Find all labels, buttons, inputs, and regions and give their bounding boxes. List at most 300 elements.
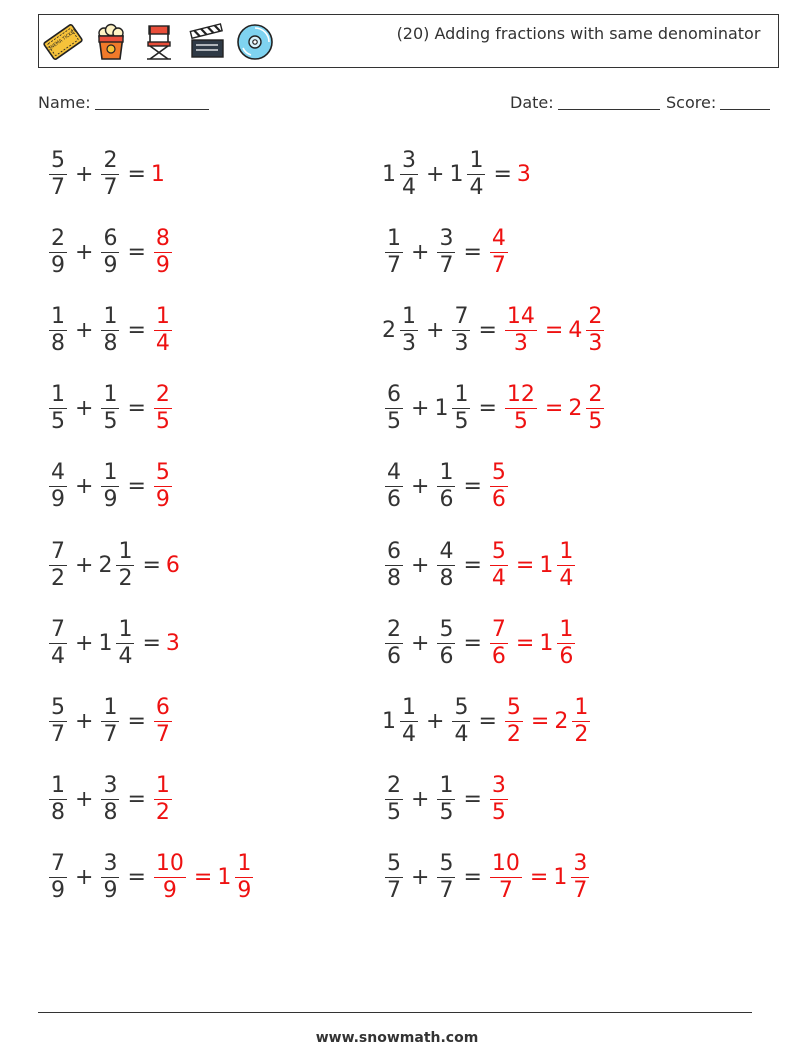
problem-4 [46,379,175,439]
problem-1 [46,144,166,204]
answer-numerator: 3 [491,773,506,799]
addend-b-numerator: 5 [454,694,469,720]
plus-sign: + [75,787,94,813]
problem-2 [46,222,175,282]
answer-equals-sign: = [529,865,549,891]
answer-denominator: 4 [559,565,574,591]
footer-url: www.snowmath.com [315,1030,479,1046]
equals-sign: = [127,239,146,265]
addend-a-fraction [49,304,67,357]
addend-b-denominator: 5 [439,800,454,826]
addend-a-fraction [385,382,403,435]
addend-b-numerator: 1 [103,303,118,329]
plus-sign: + [75,161,94,187]
answer-fraction [154,460,172,513]
answer-whole-number: 2 [554,708,569,734]
addend-a-numerator: 5 [51,694,65,720]
addend-b-numerator: 1 [118,616,133,642]
answer-numerator: 1 [574,694,589,720]
addend-b-numerator: 5 [439,851,454,877]
answer-denominator: 4 [491,565,506,591]
addend-b-denominator: 7 [439,252,454,278]
addend-a-fraction [49,617,67,670]
problem-17 [382,613,578,673]
addend-a-fraction [385,773,403,826]
addend-a-denominator: 7 [387,878,401,904]
plus-sign: + [75,865,94,891]
addend-b-denominator: 4 [469,174,484,200]
equals-sign: = [463,474,482,500]
addend-b-whole-number: 1 [449,161,464,187]
problem-11 [382,144,532,204]
addend-b-denominator: 6 [439,487,454,513]
disc-icon [235,22,275,62]
score-blank[interactable] [720,94,770,110]
plus-sign: + [426,317,445,343]
equals-sign: = [463,552,482,578]
answer-fraction [490,226,508,279]
problem-16 [382,535,578,595]
addend-b-numerator: 1 [103,694,118,720]
problem-8 [46,691,175,751]
addend-a-fraction [49,773,67,826]
answer-denominator: 5 [155,409,170,435]
addend-a-numerator: 7 [51,616,65,642]
answer-whole-number: 1 [217,865,232,891]
plus-sign: + [75,708,94,734]
addend-a-fraction [49,382,67,435]
plus-sign: + [75,396,94,422]
addend-b-denominator: 8 [439,565,454,591]
worksheet-title: (20) Adding fractions with same denominator [396,24,761,43]
addend-a-numerator: 4 [51,460,65,486]
equals-sign: = [127,865,146,891]
answer-fraction [235,851,253,904]
addend-a-whole-number: 1 [382,161,396,187]
addend-a-whole-number: 1 [382,708,396,734]
addend-b-fraction [101,460,119,513]
addend-a-fraction [400,304,418,357]
addend-a-numerator: 3 [402,147,416,173]
date-field [510,93,660,112]
answer [517,162,532,187]
answer-denominator: 5 [491,800,506,826]
addend-a-denominator: 2 [51,565,65,591]
addend-b-numerator: 3 [439,225,454,251]
plus-sign: + [411,396,430,422]
answer-denominator: 2 [506,721,521,747]
header-box [38,14,779,68]
problem-19 [382,770,511,830]
addend-b-denominator: 9 [103,252,118,278]
addend-a-fraction [49,539,67,592]
addend-a-denominator: 7 [51,721,65,747]
addend-a-fraction [49,851,67,904]
answer [151,773,175,826]
problem-13 [382,300,607,360]
answer-denominator: 7 [573,878,588,904]
answer-denominator: 6 [491,643,506,669]
answer-fraction [154,382,172,435]
addend-a-numerator: 5 [51,147,65,173]
answer-fraction [490,851,522,904]
answer [487,460,511,513]
plus-sign: + [75,317,94,343]
answer-fraction [154,851,186,904]
answer [151,304,175,357]
equals-sign: = [142,630,161,656]
answer-denominator: 9 [162,878,177,904]
plus-sign: + [411,239,430,265]
answer-numerator: 5 [155,460,170,486]
problem-20 [382,848,592,908]
problem-10 [46,848,256,908]
answer-numerator: 2 [155,382,170,408]
addend-b-whole-number: 1 [98,630,113,656]
answer [502,304,607,357]
answer [487,226,511,279]
plus-sign: + [75,239,94,265]
answer-denominator: 2 [155,800,170,826]
addend-b-numerator: 6 [103,225,118,251]
answer-denominator: 6 [559,643,574,669]
answer-fraction [557,617,575,670]
answer-fraction [154,304,172,357]
addend-b-fraction [116,617,134,670]
plus-sign: + [75,474,94,500]
addend-b-denominator: 3 [454,330,469,356]
answer-numerator: 1 [155,773,170,799]
answer-denominator: 5 [588,409,603,435]
answer-equals-sign: = [515,552,535,578]
answer-numerator: 14 [506,303,535,329]
equals-sign: = [127,474,146,500]
answer-fraction [490,539,508,592]
answer-fraction [557,539,575,592]
addend-a-denominator: 6 [387,487,401,513]
name-blank[interactable] [95,94,209,110]
addend-b-denominator: 7 [103,721,118,747]
addend-b-denominator: 9 [103,487,118,513]
clapperboard-icon [187,22,227,62]
addend-b-denominator: 8 [103,800,118,826]
addend-a-fraction [49,148,67,201]
plus-sign: + [411,630,430,656]
addend-b-denominator: 5 [454,409,469,435]
addend-a-denominator: 4 [51,643,65,669]
cinema-ticket-icon [43,22,83,62]
addend-b-fraction [101,695,119,748]
equals-sign: = [463,865,482,891]
addend-a-numerator: 1 [51,382,65,408]
answer-whole-number: 2 [568,396,583,422]
answer-equals-sign: = [530,708,550,734]
problem-6 [46,535,181,595]
date-label: Date: [510,93,554,112]
addend-b-fraction [467,148,485,201]
answer-fraction [490,617,508,670]
equals-sign: = [127,708,146,734]
addend-b-denominator: 8 [103,330,118,356]
answer-fraction [505,382,537,435]
answer-fraction [571,851,589,904]
addend-b-numerator: 3 [103,851,118,877]
answer-denominator: 9 [237,878,252,904]
addend-b-fraction [437,773,455,826]
addend-a-numerator: 2 [387,616,401,642]
addend-b-fraction [101,382,119,435]
equals-sign: = [478,396,497,422]
addend-a-numerator: 1 [402,694,416,720]
addend-a-numerator: 6 [387,382,401,408]
plus-sign: + [75,552,94,578]
problem-7 [46,613,181,673]
addend-b-whole-number: 1 [434,396,449,422]
answer-denominator: 3 [513,330,528,356]
plus-sign: + [426,161,445,187]
directors-chair-icon [139,22,179,62]
addend-a-fraction [385,539,403,592]
addend-a-fraction [385,460,403,513]
equals-sign: = [127,396,146,422]
addend-a-numerator: 6 [387,538,401,564]
plus-sign: + [411,865,430,891]
addend-a-numerator: 1 [402,303,416,329]
answer-numerator: 7 [491,616,506,642]
addend-a-fraction [385,226,403,279]
addend-b-denominator: 9 [103,878,118,904]
answer-equals-sign: = [193,865,213,891]
answer-denominator: 7 [491,252,506,278]
answer-denominator: 5 [513,409,528,435]
addend-a-denominator: 8 [387,565,401,591]
answer-denominator: 7 [155,721,170,747]
addend-b-numerator: 1 [118,538,133,564]
addend-a-numerator: 1 [387,225,401,251]
answer [487,539,578,592]
addend-b-numerator: 1 [439,460,454,486]
answer-fraction [154,226,172,279]
equals-sign: = [478,317,497,343]
problem-3 [46,300,175,360]
problem-12 [382,222,511,282]
answer [151,695,175,748]
answer-numerator: 1 [559,616,574,642]
answer-denominator: 2 [574,721,589,747]
addend-b-denominator: 5 [103,409,118,435]
addend-a-denominator: 8 [51,330,65,356]
addend-b-fraction [437,851,455,904]
addend-b-fraction [101,226,119,279]
addend-b-numerator: 1 [103,382,118,408]
addend-a-denominator: 7 [387,252,401,278]
answer-denominator: 3 [588,330,603,356]
answer-numerator: 1 [237,851,252,877]
answer [502,382,607,435]
answer-numerator: 1 [559,538,574,564]
problem-15 [382,457,511,517]
answer [151,382,175,435]
answer-numerator: 10 [155,851,184,877]
answer-integer: 1 [150,161,165,187]
answer [487,617,578,670]
answer-fraction [154,773,172,826]
addend-a-denominator: 9 [51,487,65,513]
answer-whole-number: 1 [553,865,568,891]
equals-sign: = [463,630,482,656]
plus-sign: + [75,630,94,656]
equals-sign: = [127,161,146,187]
addend-a-fraction [49,460,67,513]
addend-b-fraction [101,148,119,201]
answer [151,851,256,904]
addend-a-denominator: 7 [51,174,65,200]
addend-b-numerator: 1 [454,382,469,408]
header-icons [43,19,275,65]
score-label: Score: [666,93,717,112]
answer-numerator: 12 [506,382,535,408]
answer-numerator: 5 [491,460,506,486]
answer [487,773,511,826]
addend-a-numerator: 7 [51,851,65,877]
equals-sign: = [142,552,161,578]
addend-b-numerator: 3 [103,773,118,799]
addend-b-numerator: 2 [103,147,118,173]
plus-sign: + [426,708,445,734]
addend-b-fraction [101,304,119,357]
svg-text:CINEMA TICKET: CINEMA TICKET [46,28,78,53]
answer-whole-number: 1 [539,552,554,578]
answer-fraction [490,460,508,513]
date-blank[interactable] [558,94,660,110]
answer-fraction [586,382,604,435]
answer-numerator: 2 [588,382,603,408]
addend-b-denominator: 4 [454,721,469,747]
addend-a-numerator: 1 [51,303,65,329]
answer-whole-number: 1 [539,630,554,656]
addend-a-numerator: 2 [51,225,65,251]
answer-numerator: 4 [491,225,506,251]
name-field [38,93,209,112]
addend-a-fraction [49,226,67,279]
addend-a-fraction [385,851,403,904]
addend-b-numerator: 7 [454,303,469,329]
addend-b-denominator: 7 [439,878,454,904]
popcorn-icon [91,22,131,62]
answer [487,851,592,904]
addend-b-denominator: 6 [439,643,454,669]
answer-fraction [505,695,523,748]
addend-a-denominator: 9 [51,252,65,278]
answer-fraction [154,695,172,748]
addend-a-fraction [400,148,418,201]
addend-a-denominator: 6 [387,643,401,669]
addend-b-fraction [452,304,470,357]
equals-sign: = [463,787,482,813]
answer-numerator: 3 [573,851,588,877]
addend-b-fraction [452,695,470,748]
addend-a-fraction [385,617,403,670]
answer-numerator: 10 [491,851,520,877]
equals-sign: = [127,317,146,343]
addend-b-fraction [101,773,119,826]
addend-a-numerator: 4 [387,460,401,486]
addend-b-whole-number: 2 [98,552,113,578]
addend-b-fraction [437,617,455,670]
answer-denominator: 6 [491,487,506,513]
addend-b-fraction [437,226,455,279]
answer-numerator: 5 [506,694,521,720]
addend-a-numerator: 5 [387,851,401,877]
answer-denominator: 7 [498,878,513,904]
score-field [666,93,770,112]
addend-b-fraction [116,539,134,592]
addend-a-fraction [49,695,67,748]
answer-fraction [586,304,604,357]
name-label: Name: [38,93,91,112]
addend-b-fraction [101,851,119,904]
addend-a-denominator: 9 [51,878,65,904]
answer-integer: 3 [516,161,531,187]
answer-denominator: 9 [155,487,170,513]
problem-9 [46,770,175,830]
addend-a-fraction [400,695,418,748]
answer-numerator: 6 [155,694,170,720]
addend-b-numerator: 1 [469,147,484,173]
addend-b-numerator: 4 [439,538,454,564]
addend-a-denominator: 3 [402,330,416,356]
addend-a-numerator: 1 [51,773,65,799]
addend-b-denominator: 7 [103,174,118,200]
answer-integer: 6 [165,552,180,578]
problem-14 [382,379,607,439]
answer [151,226,175,279]
addend-b-numerator: 5 [439,616,454,642]
addend-a-denominator: 8 [51,800,65,826]
answer-equals-sign: = [544,396,564,422]
addend-a-whole-number: 2 [382,317,396,343]
answer-numerator: 8 [155,225,170,251]
addend-b-numerator: 1 [439,773,454,799]
plus-sign: + [411,787,430,813]
answer-equals-sign: = [544,317,564,343]
answer-denominator: 9 [155,252,170,278]
plus-sign: + [411,552,430,578]
answer [502,695,593,748]
addend-a-denominator: 5 [387,800,401,826]
plus-sign: + [411,474,430,500]
answer-fraction [505,304,537,357]
answer-numerator: 5 [491,538,506,564]
addend-b-numerator: 1 [103,460,118,486]
answer-fraction [490,773,508,826]
addend-b-denominator: 2 [118,565,133,591]
answer-numerator: 2 [588,303,603,329]
answer-numerator: 1 [155,303,170,329]
addend-b-fraction [452,382,470,435]
equals-sign: = [127,787,146,813]
addend-a-denominator: 4 [402,174,416,200]
answer [151,162,166,187]
addend-a-denominator: 5 [51,409,65,435]
addend-a-numerator: 2 [387,773,401,799]
addend-b-fraction [437,460,455,513]
addend-a-denominator: 4 [402,721,416,747]
problem-5 [46,457,175,517]
addend-b-fraction [437,539,455,592]
answer [166,631,181,656]
equals-sign: = [463,239,482,265]
